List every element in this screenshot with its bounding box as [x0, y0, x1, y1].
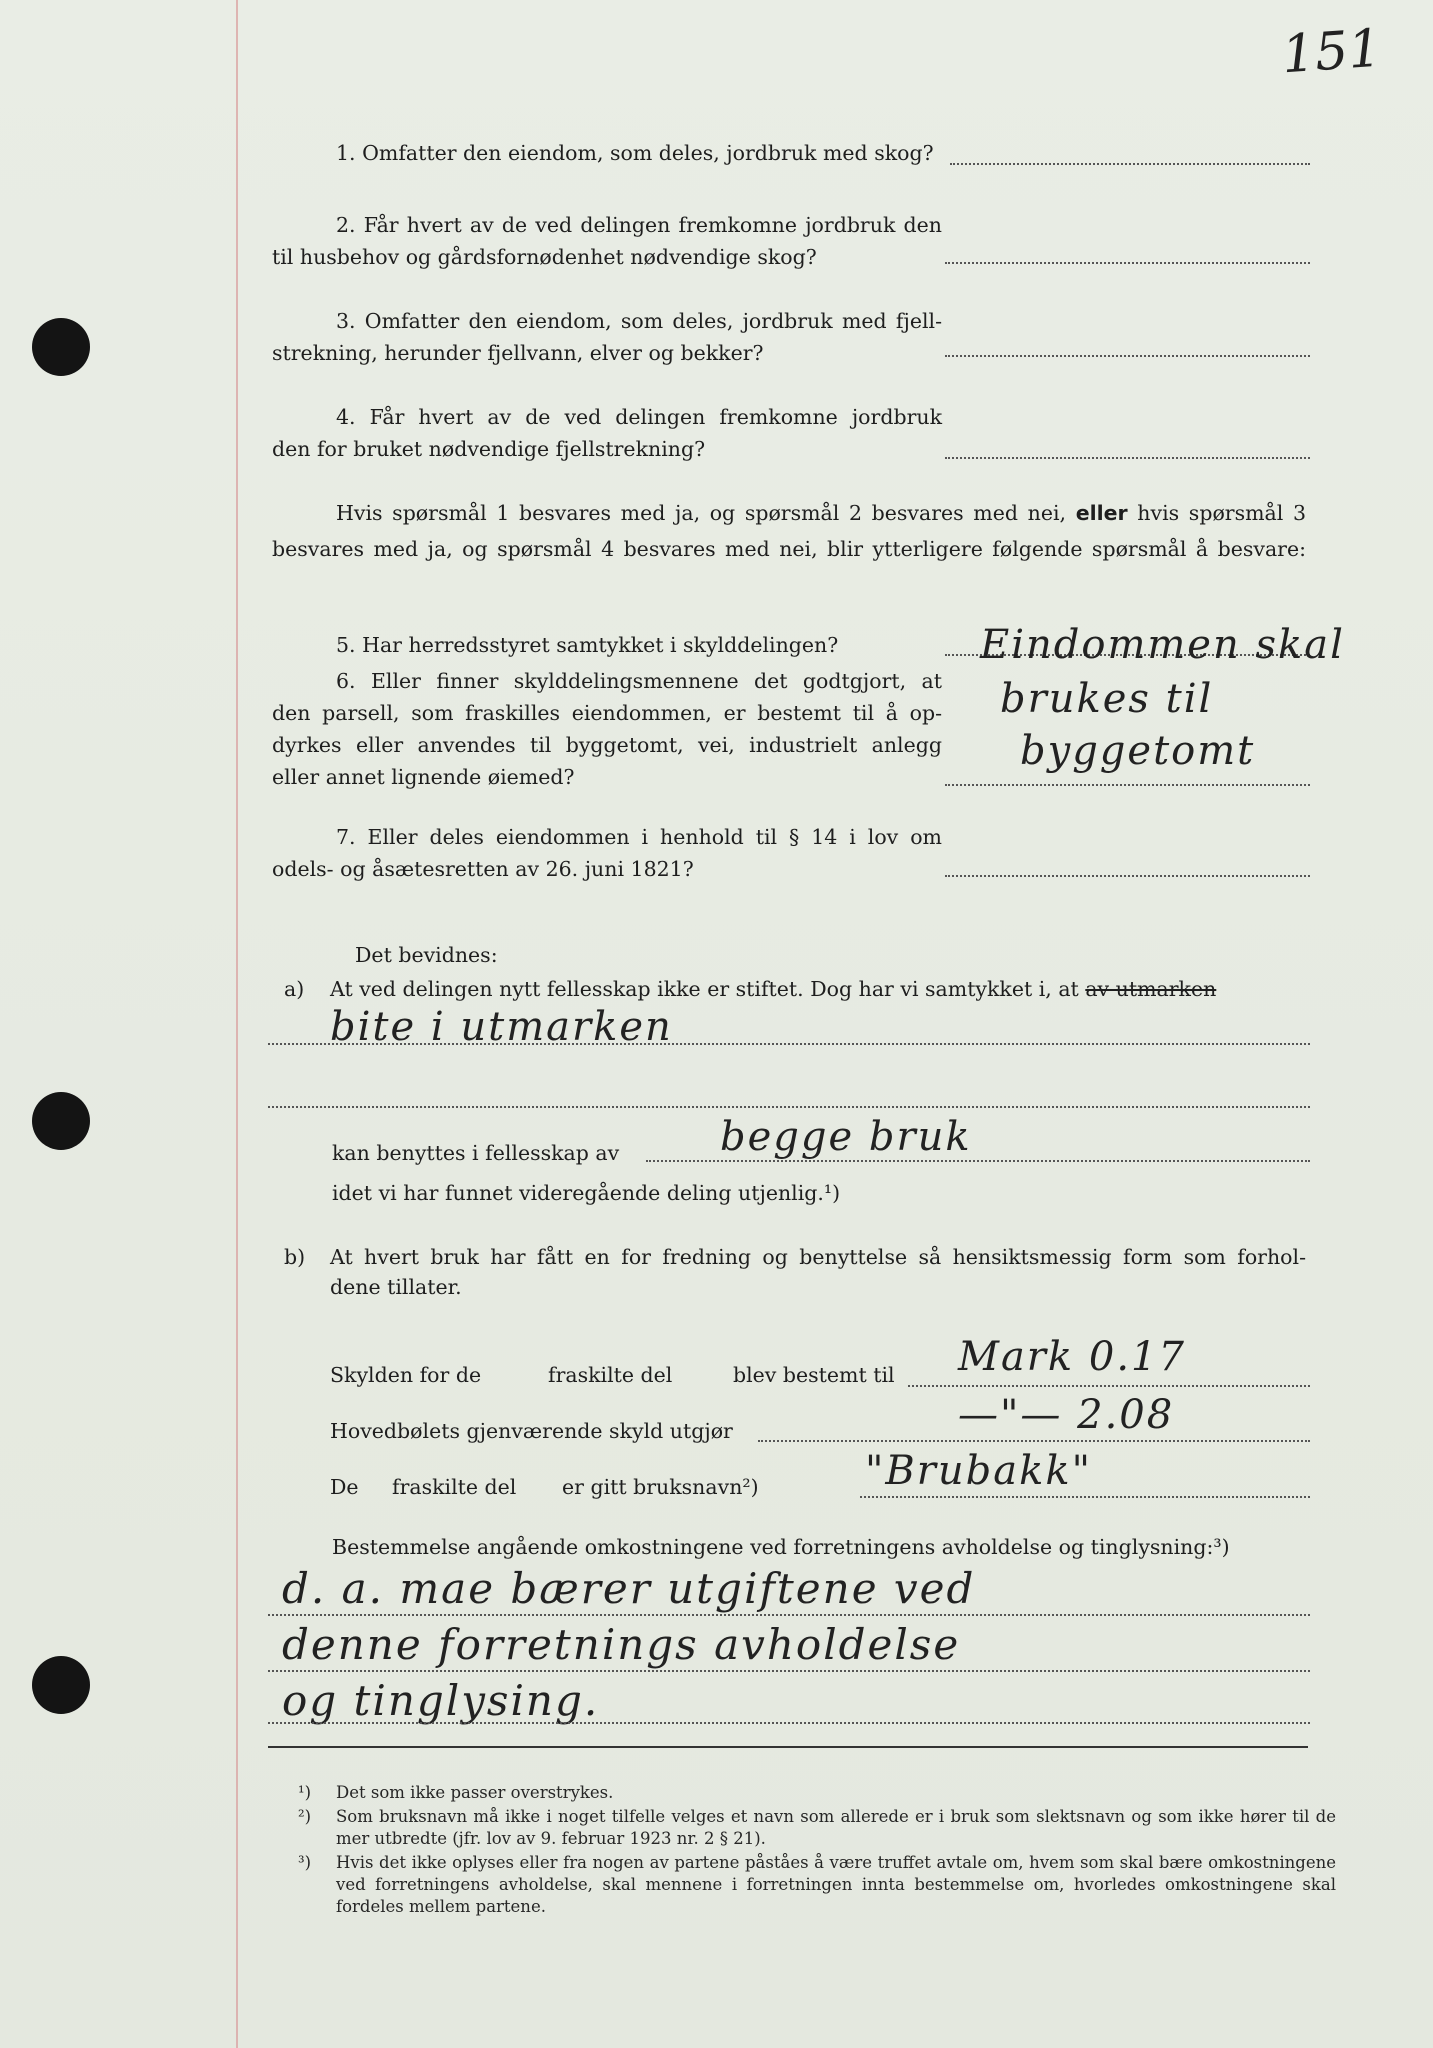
question-7-line2: odels- og åsætesretten av 26. juni 1821?: [272, 857, 694, 881]
handwritten-item-a: bite i utmarken: [330, 1004, 673, 1050]
question-2-line1: 2. Får hvert av de ved delingen fremkomne jordbruk den: [336, 213, 942, 237]
answer-line: [945, 355, 1310, 357]
handwritten-bestemmelse-line2: denne forretnings avholdelse: [282, 1620, 961, 1669]
conditional-post: hvis spørsmål 3: [1127, 501, 1306, 525]
conditional-bold: eller: [1075, 501, 1128, 525]
bevidnes-heading: Det bevidnes:: [355, 943, 498, 967]
punch-hole: [32, 1092, 90, 1150]
page-number: 151: [1280, 18, 1384, 86]
skyld-row1-a: Skylden for de: [330, 1363, 482, 1387]
skyld-row3-c: er gitt bruksnavn²): [562, 1475, 759, 1499]
fill-line: [908, 1385, 1310, 1387]
handwritten-answer-6-line1: Eindommen skal: [980, 622, 1345, 668]
skyld-row1-c: blev bestemt til: [733, 1363, 895, 1387]
question-2-line2: til husbehov og gårdsfornødenhet nødvendige skog?: [272, 245, 817, 269]
item-a-main: At ved delingen nytt fellesskap ikke er stiftet. Dog har vi samtykket i, at: [330, 977, 1086, 1001]
answer-line: [945, 262, 1310, 264]
conditional-line1: [336, 496, 1306, 530]
footnote-1-text: Det som ikke passer overstrykes.: [336, 1783, 614, 1802]
footnote-2-mark: ²): [298, 1807, 312, 1826]
fill-line: [268, 1043, 1310, 1045]
punch-hole: [32, 318, 90, 376]
footnote-1-mark: ¹): [298, 1783, 312, 1802]
skyld-row3-a: De: [330, 1475, 359, 1499]
question-1: 1. Omfatter den eiendom, som deles, jordbruk med skog?: [336, 141, 934, 165]
question-5: 5. Har herredsstyret samtykket i skylddelingen?: [336, 633, 839, 657]
item-a-marker: a): [284, 977, 305, 1001]
item-a-struck: av utmarken: [1085, 977, 1217, 1001]
benyttes-label: kan benyttes i fellesskap av: [332, 1141, 620, 1165]
fill-line: [646, 1160, 1310, 1162]
margin-rule: [236, 0, 238, 2048]
skyld-row2-a: Hovedbølets gjenværende skyld utgjør: [330, 1419, 733, 1443]
fill-line: [268, 1670, 1310, 1672]
fill-line: [268, 1614, 1310, 1616]
answer-line: [945, 457, 1310, 459]
answer-line: [945, 784, 1310, 786]
answer-line: [945, 875, 1310, 877]
conditional-pre: Hvis spørsmål 1 besvares med ja, og spørsmål 2 besvares med nei,: [336, 501, 1076, 525]
footnote-3: [298, 1852, 1338, 1922]
question-6-line2: den parsell, som fraskilles eiendommen, er bestemt til å op-: [272, 701, 942, 725]
answer-line: [950, 163, 1310, 165]
handwritten-skyld-value: Mark 0.17: [958, 1334, 1186, 1380]
bestemmelse-label: Bestemmelse angående omkostningene ved forretningens avholdelse og tinglysning:³): [332, 1535, 1230, 1559]
punch-hole: [32, 1656, 90, 1714]
question-6-line1: 6. Eller finner skylddelingsmennene det godtgjort, at: [336, 669, 942, 693]
fill-line: [860, 1496, 1310, 1498]
question-4-line2: den for bruket nødvendige fjellstrekning?: [272, 437, 706, 461]
handwritten-answer-6-line3: byggetomt: [1020, 728, 1256, 774]
skyld-row1-b: fraskilte del: [548, 1363, 673, 1387]
question-6-line3: dyrkes eller anvendes til byggetomt, vei, industrielt anlegg: [272, 733, 942, 757]
handwritten-bruksnavn: "Brubakk": [865, 1448, 1093, 1494]
question-4-line1: 4. Får hvert av de ved delingen fremkomne jordbruk: [336, 405, 942, 429]
handwritten-benyttes: begge bruk: [720, 1114, 972, 1160]
handwritten-answer-6-line2: brukes til: [1000, 676, 1214, 722]
footnote-3-mark: ³): [298, 1853, 312, 1872]
fill-line: [758, 1440, 1310, 1442]
question-3-line1: 3. Omfatter den eiendom, som deles, jordbruk med fjell-: [336, 309, 942, 333]
idet-text: idet vi har funnet videregående deling utjenlig.¹): [332, 1181, 841, 1205]
handwritten-bestemmelse-line1: d. a. mae bærer utgiftene ved: [282, 1564, 976, 1613]
footnote-divider: [268, 1746, 1308, 1748]
footnote-2: [298, 1806, 1338, 1854]
item-a-text: [330, 972, 1216, 1006]
footnote-1: [298, 1782, 1338, 1806]
handwritten-bestemmelse-line3: og tinglysing.: [282, 1676, 600, 1725]
question-6-line4: eller annet lignende øiemed?: [272, 765, 575, 789]
question-7-line1: 7. Eller deles eiendommen i henhold til § 14 i lov om: [336, 825, 942, 849]
footnote-3-text: Hvis det ikke oplyses eller fra nogen av partene påståes å være truffet avtale om, hvem som skal bære omkostningene ved forretningens avholdelse, skal mennene i forretningen innta bestemmelse om, hvorledes omkostningene skal fordeles mellem partene.: [336, 1853, 1336, 1916]
item-b-marker: b): [284, 1245, 306, 1269]
conditional-line2: besvares med ja, og spørsmål 4 besvares med nei, blir ytterligere følgende spørsmål å besvare:: [272, 537, 1306, 561]
fill-line: [268, 1106, 1310, 1108]
handwritten-hovedbol-value: —"— 2.08: [958, 1392, 1175, 1438]
item-b-line1: At hvert bruk har fått en for fredning og benyttelse så hensiktsmessig form som forhol-: [330, 1245, 1306, 1269]
fill-line: [268, 1722, 1310, 1724]
skyld-row3-b: fraskilte del: [392, 1475, 517, 1499]
footnote-2-text: Som bruksnavn må ikke i noget tilfelle velges et navn som allerede er i bruk som slektsnavn og som ikke hører til de mer utbredte (jfr. lov av 9. februar 1923 nr. 2 § 21).: [336, 1807, 1336, 1848]
item-b-line2: dene tillater.: [330, 1275, 462, 1299]
question-3-line2: strekning, herunder fjellvann, elver og bekker?: [272, 341, 764, 365]
